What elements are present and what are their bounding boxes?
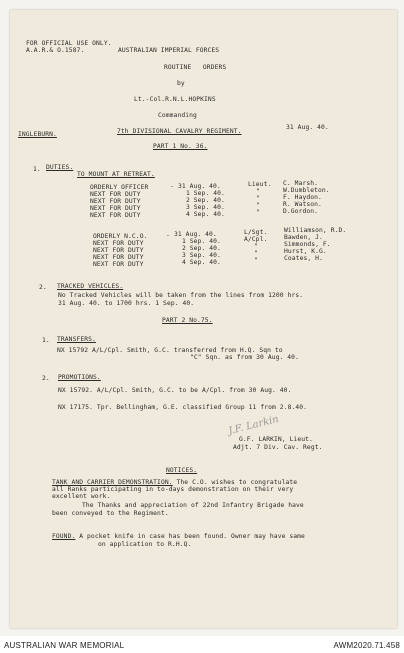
signatory-role: Adjt. 7 Div. Cav. Regt. [233,444,323,451]
retreat-heading: TO MOUNT AT RETREAT. [77,171,155,178]
transfers-number: 1. [42,337,50,344]
found-heading: FOUND. [52,533,76,540]
promotions-line-2: NX 17175. Tpr. Bellingham, G.E. classified Group 11 from 2.8.40. [58,404,308,411]
roster-role: NEXT FOR DUTY [93,247,144,254]
roster-name: Hurst, K.G. [284,248,327,255]
reference-number: A.A.R.& O.1587. [26,47,85,54]
place-name: INGLEBURN. [18,131,57,138]
issue-date: 31 Aug. 40. [286,124,329,131]
tracked-heading: TRACKED VEHICLES. [57,283,124,290]
roster-rank: " [256,188,260,195]
commanding-label: Commanding [158,112,197,119]
roster-rank: L/Sgt. [244,229,268,236]
official-use-stamp: FOR OFFICIAL USE ONLY. [26,40,112,47]
found-line-1: A pocket knife in case has been found. Owner may have same [75,533,305,540]
part-two-heading: PART 2 No.75. [162,317,213,324]
roster-name: D.Gordon. [283,208,319,215]
tracked-line-1: No Tracked Vehicles will be taken from the lines from 1200 hrs. [58,292,304,299]
roster-role: NEXT FOR DUTY [93,261,144,268]
roster-date: 31 Aug. 40. [174,231,217,238]
roster-rank: " [254,257,258,264]
roster-role: ORDERLY N.C.O. [93,233,148,240]
roster-role: NEXT FOR DUTY [93,240,144,247]
transfers-line-2: "C" Sqn. as from 30 Aug. 40. [190,354,299,361]
roster-rank: " [254,243,258,250]
transfers-heading: TRANSFERS. [57,336,96,343]
roster-name: R. Watson. [283,201,322,208]
roster-dash: - [166,232,170,239]
duties-heading: DUTIES. [46,164,74,171]
roster-role: ORDERLY OFFICER [90,184,149,191]
roster-name: Coates, H. [284,255,323,262]
roster-date: 3 Sep. 40. [186,204,225,211]
roster-date: 1 Sep. 40. [182,238,221,245]
roster-role: NEXT FOR DUTY [90,191,141,198]
document-title: ROUTINE ORDERS [164,64,227,71]
found-line-2: on application to R.H.Q. [98,541,192,548]
roster-date: 4 Sep. 40. [182,259,221,266]
transfers-line-1: NX 15792 A/L/Cpl. Smith, G.C. transferred from H.Q. Sqn to [57,347,283,354]
tank-line-1: The C.O. wishes to congratulate [172,479,298,486]
tank-line-2: all Ranks participating in to-days demonstration on their very [52,486,294,493]
signatory-name: G.F. LARKIN, Lieut. [239,436,313,443]
footer-accession-number: AWM2020.71.458 [333,641,400,650]
part-one-heading: PART 1 No. 36. [153,143,208,150]
tracked-line-2: 31 Aug. 40. to 1700 hrs. 1 Sep. 40. [58,300,195,307]
commanding-officer: Lt.-Col.R.N.L.HOPKINS [134,96,216,103]
duties-number: 1. [33,166,41,173]
roster-rank: " [256,202,260,209]
tank-line-5: been conveyed to the Regiment. [52,510,169,517]
roster-dash: - [170,183,174,190]
roster-date: 4 Sep. 40. [186,211,225,218]
roster-rank: " [256,209,260,216]
roster-name: Bawden, J. [284,234,323,241]
roster-date: 2 Sep. 40. [186,197,225,204]
tracked-number: 2. [39,284,47,291]
roster-role: NEXT FOR DUTY [90,198,141,205]
notices-heading: NOTICES. [166,467,198,474]
roster-name: Williamson, R.D. [284,227,347,234]
roster-rank: " [256,195,260,202]
roster-role: NEXT FOR DUTY [93,254,144,261]
organisation-heading: AUSTRALIAN IMPERIAL FORCES [118,47,220,54]
footer-credit: AUSTRALIAN WAR MEMORIAL [4,641,125,650]
roster-name: C. Marsh. [283,180,319,187]
by-line: by [177,80,185,87]
roster-date: 31 Aug. 40. [178,183,221,190]
tank-line-4: The Thanks and appreciation of 22nd Infantry Brigade have [82,502,304,509]
roster-name: Simmonds, F. [284,241,331,248]
handwritten-signature: J.F. Larkin [227,413,280,438]
promotions-heading: PROMOTIONS. [58,374,101,381]
found-paragraph [52,533,305,540]
tank-paragraph [52,479,297,486]
roster-role: NEXT FOR DUTY [90,212,141,219]
roster-date: 3 Sep. 40. [182,252,221,259]
roster-date: 2 Sep. 40. [182,245,221,252]
promotions-number: 2. [42,375,50,382]
roster-rank: Lieut. [248,181,272,188]
promotions-line-1: NX 15792. A/L/Cpl. Smith, G.C. to be A/Cpl. from 30 Aug. 40. [58,387,292,394]
tank-line-3: excellent work. [52,493,111,500]
regiment-name: 7th DIVISIONAL CAVALRY REGIMENT. [117,128,242,135]
roster-name: W.Dumbleton. [283,187,330,194]
roster-rank: A/Cpl. [244,236,268,243]
roster-role: NEXT FOR DUTY [90,205,141,212]
roster-date: 1 Sep. 40. [186,190,225,197]
roster-name: F. Haydon. [283,194,322,201]
tank-heading: TANK AND CARRIER DEMONSTRATION. [52,479,173,486]
roster-rank: " [254,250,258,257]
